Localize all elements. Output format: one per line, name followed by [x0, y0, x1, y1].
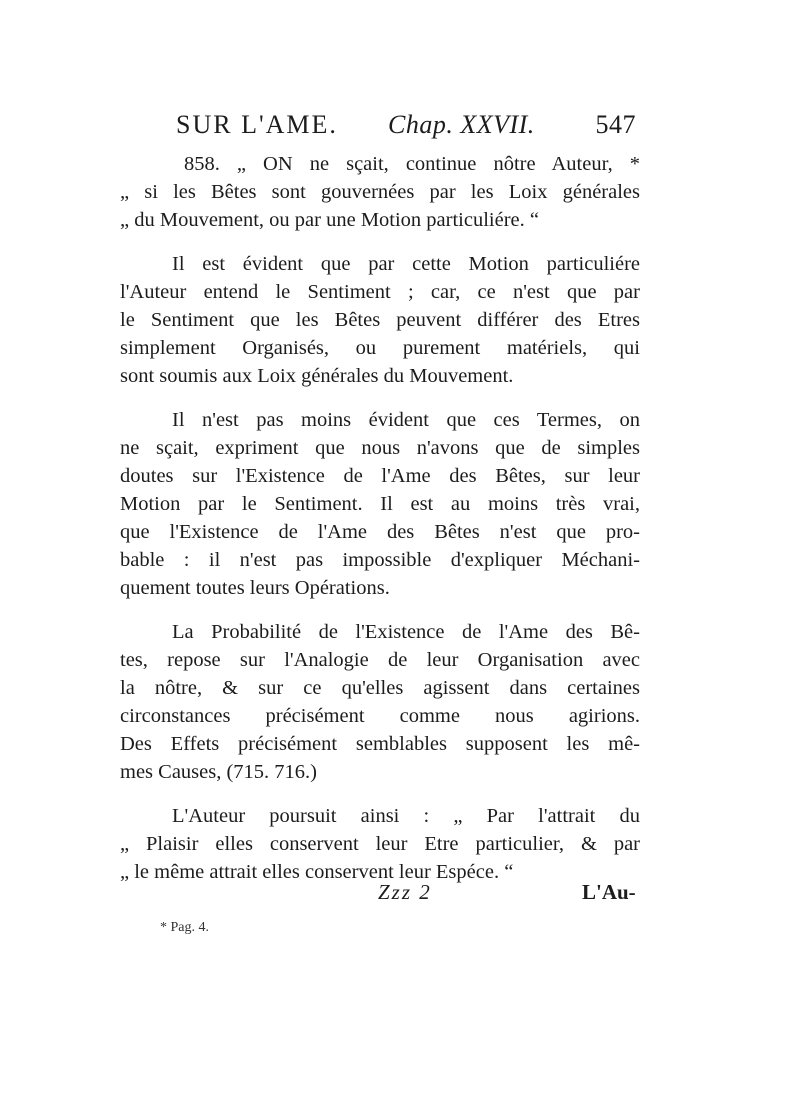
text-line: ne sçait, expriment que nous n'avons que de simples: [120, 437, 640, 459]
text-line: 858. „ ON ne sçait, continue nôtre Auteur, *: [184, 153, 640, 175]
text-line: tes, repose sur l'Analogie de leur Organisation avec: [120, 649, 640, 671]
text-line: le Sentiment que les Bêtes peuvent différer des Etres: [120, 309, 640, 331]
text-line: Des Effets précisément semblables supposent les mê-: [120, 733, 640, 755]
text-line: simplement Organisés, ou purement matériels, qui: [120, 337, 640, 359]
footnote: * Pag. 4.: [160, 920, 209, 935]
text-line: „ si les Bêtes sont gouvernées par les Loix générales: [120, 181, 640, 203]
paragraph: [120, 406, 640, 602]
text-line: la nôtre, & sur ce qu'elles agissent dans certaines: [120, 677, 640, 699]
text-line: Motion par le Sentiment. Il est au moins très vrai,: [120, 493, 640, 515]
text-line: „ le même attrait elles conservent leur Espéce. “: [120, 861, 514, 883]
chapter-label: Chap. XXVII.: [388, 110, 535, 139]
running-title: SUR L'AME.: [176, 110, 338, 139]
text-line: L'Auteur poursuit ainsi : „ Par l'attrait du: [172, 805, 640, 827]
text-line: circonstances précisément comme nous agirions.: [120, 705, 640, 727]
paragraph: [120, 250, 640, 390]
paragraph-858: [120, 150, 640, 234]
text-line: l'Auteur entend le Sentiment ; car, ce n'est que par: [120, 281, 640, 303]
text-line: que l'Existence de l'Ame des Bêtes n'est que pro-: [120, 521, 640, 543]
page-number: 547: [595, 110, 636, 139]
text-line: Il n'est pas moins évident que ces Termes, on: [172, 409, 640, 431]
text-line: Il est évident que par cette Motion particuliére: [172, 253, 640, 275]
text-line: quement toutes leurs Opérations.: [120, 577, 390, 599]
text-line: sont soumis aux Loix générales du Mouvement.: [120, 365, 514, 387]
text-line: doutes sur l'Existence de l'Ame des Bêtes, sur leur: [120, 465, 640, 487]
running-head: [176, 110, 636, 144]
catchword: L'Au-: [582, 880, 636, 904]
text-line: mes Causes, (715. 716.): [120, 761, 318, 783]
text-line: „ Plaisir elles conservent leur Etre particulier, & par: [120, 833, 640, 855]
text-line: „ du Mouvement, ou par une Motion particuliére. “: [120, 209, 539, 231]
text-line: La Probabilité de l'Existence de l'Ame des Bê-: [172, 621, 640, 643]
text-line: bable : il n'est pas impossible d'expliquer Méchani-: [120, 549, 640, 571]
paragraph: [120, 618, 640, 786]
paragraph: [120, 802, 640, 886]
signature-mark: Zzz 2: [378, 880, 432, 904]
page-body: [120, 150, 640, 902]
